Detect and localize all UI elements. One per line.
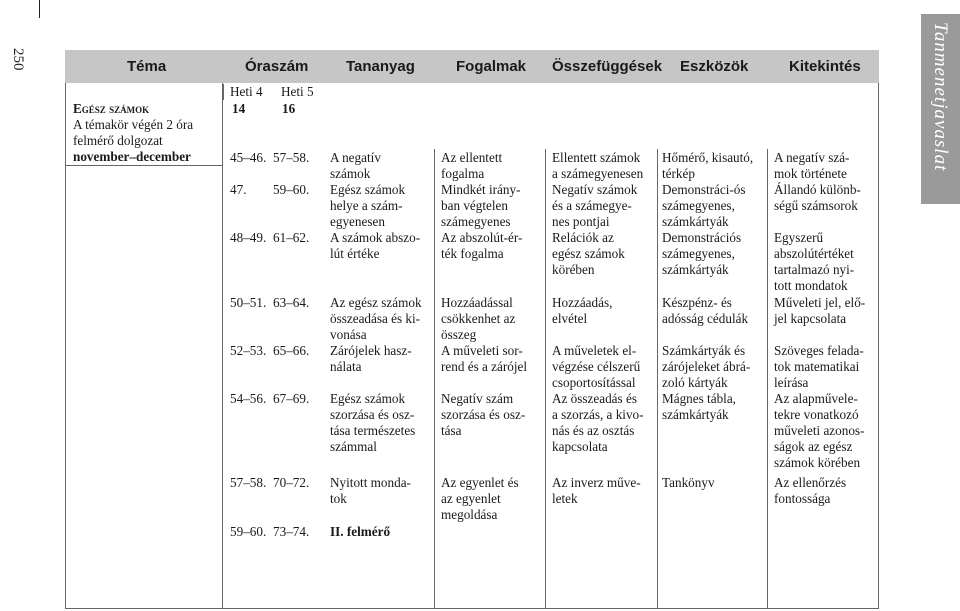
cell-h4: 47. [230,182,247,197]
topic-hours-4: 14 [232,101,246,116]
side-tab [921,14,960,204]
cell-h5: 67–69. [273,391,310,406]
cell-tananyag: A számok abszo- [330,230,421,245]
cell-tananyag: számok [330,166,371,181]
subheader-heti4: Heti 4 [230,84,263,99]
cell-eszkozok: Hőmérő, kisautó, [662,150,754,165]
curriculum-table [65,50,879,609]
cell-kitekintes: Az alapművele- [774,391,858,406]
cell-h4: 48–49. [230,230,267,245]
cell-tananyag: Zárójelek hasz- [330,343,412,358]
cell-tananyag: lút értéke [330,246,380,261]
cell-fogalmak: fogalma [441,166,485,181]
cell-tananyag: Egész számok [330,182,406,197]
cell-kitekintes: Műveleti jel, elő- [774,295,866,310]
cell-h5: 70–72. [273,475,310,490]
cell-fogalmak: rend és a zárójel [441,359,528,374]
topic-hours-5: 16 [282,101,296,116]
cell-osszef: és a számegye- [552,198,632,213]
cell-osszef: Ellentett számok [552,150,641,165]
cell-fogalmak: az egyenlet [441,491,501,506]
page-number: 250 [10,48,26,71]
cell-kitekintes: tok matematikai [774,359,860,374]
cell-osszef: Hozzáadás, [552,295,613,310]
cell-h4: 57–58. [230,475,267,490]
cell-tananyag: II. felmérő [330,524,391,539]
cell-fogalmak: Az abszolút-ér- [441,230,523,245]
header-fogalmak: Fogalmak [456,58,527,75]
table-header [65,50,879,83]
cell-h5: 63–64. [273,295,310,310]
cell-kitekintes: tott mondatok [774,278,848,293]
cell-fogalmak: Az egyenlet és [441,475,519,490]
cell-kitekintes: A negatív szá- [774,150,850,165]
cell-eszkozok: számegyenes, [662,246,735,261]
header-eszkozok: Eszközök [680,58,749,75]
cell-eszkozok: számegyenes, [662,198,735,213]
cell-osszef: kapcsolata [552,439,608,454]
cell-h4: 50–51. [230,295,267,310]
cell-osszef: Relációk az [552,230,614,245]
cell-fogalmak: tása [441,423,462,438]
cell-eszkozok: térkép [662,166,695,181]
cell-osszef: A műveletek el- [552,343,637,358]
cell-fogalmak: számegyenes [441,214,511,229]
cell-h4: 59–60. [230,524,267,539]
topic-note-1: A témakör végén 2 óra [73,117,194,132]
cell-h4: 52–53. [230,343,267,358]
topic-period: november–december [73,149,191,164]
header-oraszam: Óraszám [245,58,309,75]
cell-osszef: a számegyenesen [552,166,644,181]
cell-eszkozok: számkártyák [662,214,729,229]
cell-kitekintes: Állandó különb- [774,182,861,197]
cell-h5: 57–58. [273,150,310,165]
cell-kitekintes: Az ellenőrzés [774,475,847,490]
cell-kitekintes: Egyszerű [774,230,824,245]
cell-h5: 65–66. [273,343,310,358]
header-osszefuggesek: Összefüggések [552,58,663,75]
cell-osszef: végzése célszerű [552,359,641,374]
cell-tananyag: Egész számok [330,391,406,406]
cell-tananyag: számmal [330,439,377,454]
cell-eszkozok: Demonstráci-ós [662,182,746,197]
cell-tananyag: tása természetes [330,423,416,438]
cell-tananyag: Nyitott monda- [330,475,411,490]
cell-h5: 59–60. [273,182,310,197]
cell-osszef: Az összeadás és [552,391,637,406]
side-tab-label: Tanmenetjavaslat [930,22,951,172]
cell-eszkozok: Mágnes tábla, [662,391,736,406]
cell-eszkozok: számkártyák [662,407,729,422]
cell-eszkozok: zoló kártyák [662,375,728,390]
cell-fogalmak: ban végtelen [441,198,509,213]
cell-tananyag: A negatív [330,150,381,165]
cell-osszef: egész számok [552,246,625,261]
topic-title: Egész számok [73,101,150,116]
cell-eszkozok: adósság cédulák [662,311,749,326]
cell-fogalmak: A műveleti sor- [441,343,523,358]
cell-kitekintes: leírása [774,375,809,390]
cell-tananyag: egyenesen [330,214,385,229]
cell-fogalmak: összeg [441,327,477,342]
cell-tananyag: összeadása és ki- [330,311,421,326]
cell-eszkozok: Tankönyv [662,475,715,490]
cell-eszkozok: zárójeleket ábrá- [662,359,751,374]
cell-osszef: körében [552,262,595,277]
topic-note-2: felmérő dolgozat [73,133,163,148]
cell-osszef: Az inverz műve- [552,475,641,490]
cell-eszkozok: Számkártyák és [662,343,746,358]
cell-fogalmak: csökkenhet az [441,311,516,326]
cell-kitekintes: műveleti azonos- [774,423,865,438]
cell-osszef: csoportosítással [552,375,636,390]
cell-fogalmak: szorzása és osz- [441,407,526,422]
cell-fogalmak: Mindkét irány- [441,182,521,197]
cell-osszef: a szorzás, a kivo- [552,407,644,422]
cell-osszef: Negatív számok [552,182,638,197]
cell-kitekintes: Szöveges felada- [774,343,864,358]
cell-eszkozok: Demonstrációs [662,230,742,245]
cell-tananyag: nálata [330,359,362,374]
cell-tananyag: helye a szám- [330,198,403,213]
cell-kitekintes: számok körében [774,455,861,470]
cell-h4: 54–56. [230,391,267,406]
cell-kitekintes: fontossága [774,491,831,506]
cell-fogalmak: Az ellentett [441,150,503,165]
subheader-heti5: Heti 5 [281,84,314,99]
header-tema: Téma [127,58,167,75]
cell-fogalmak: Negatív szám [441,391,514,406]
cell-osszef: nás és az osztás [552,423,635,438]
cell-h5: 73–74. [273,524,310,539]
cell-h4: 45–46. [230,150,267,165]
cell-tananyag: vonása [330,327,367,342]
cell-kitekintes: ságok az egész [774,439,853,454]
cell-fogalmak: Hozzáadással [441,295,513,310]
cell-eszkozok: Készpénz- és [662,295,732,310]
cell-h5: 61–62. [273,230,310,245]
cell-osszef: nes pontjai [552,214,610,229]
page-number-rule [39,0,40,18]
cell-eszkozok: számkártyák [662,262,729,277]
cell-tananyag: szorzása és osz- [330,407,415,422]
cell-tananyag: Az egész számok [330,295,422,310]
header-tananyag: Tananyag [346,58,415,75]
cell-kitekintes: jel kapcsolata [774,311,847,326]
cell-kitekintes: tekre vonatkozó [774,407,859,422]
cell-fogalmak: ték fogalma [441,246,504,261]
header-kitekintes: Kitekintés [789,58,861,75]
cell-kitekintes: ségű számsorok [774,198,858,213]
cell-fogalmak: megoldása [441,507,498,522]
cell-kitekintes: mok története [774,166,847,181]
cell-kitekintes: abszolútértéket [774,246,854,261]
cell-kitekintes: tartalmazó nyi- [774,262,855,277]
cell-osszef: elvétel [552,311,588,326]
cell-tananyag: tok [330,491,347,506]
cell-osszef: letek [552,491,578,506]
